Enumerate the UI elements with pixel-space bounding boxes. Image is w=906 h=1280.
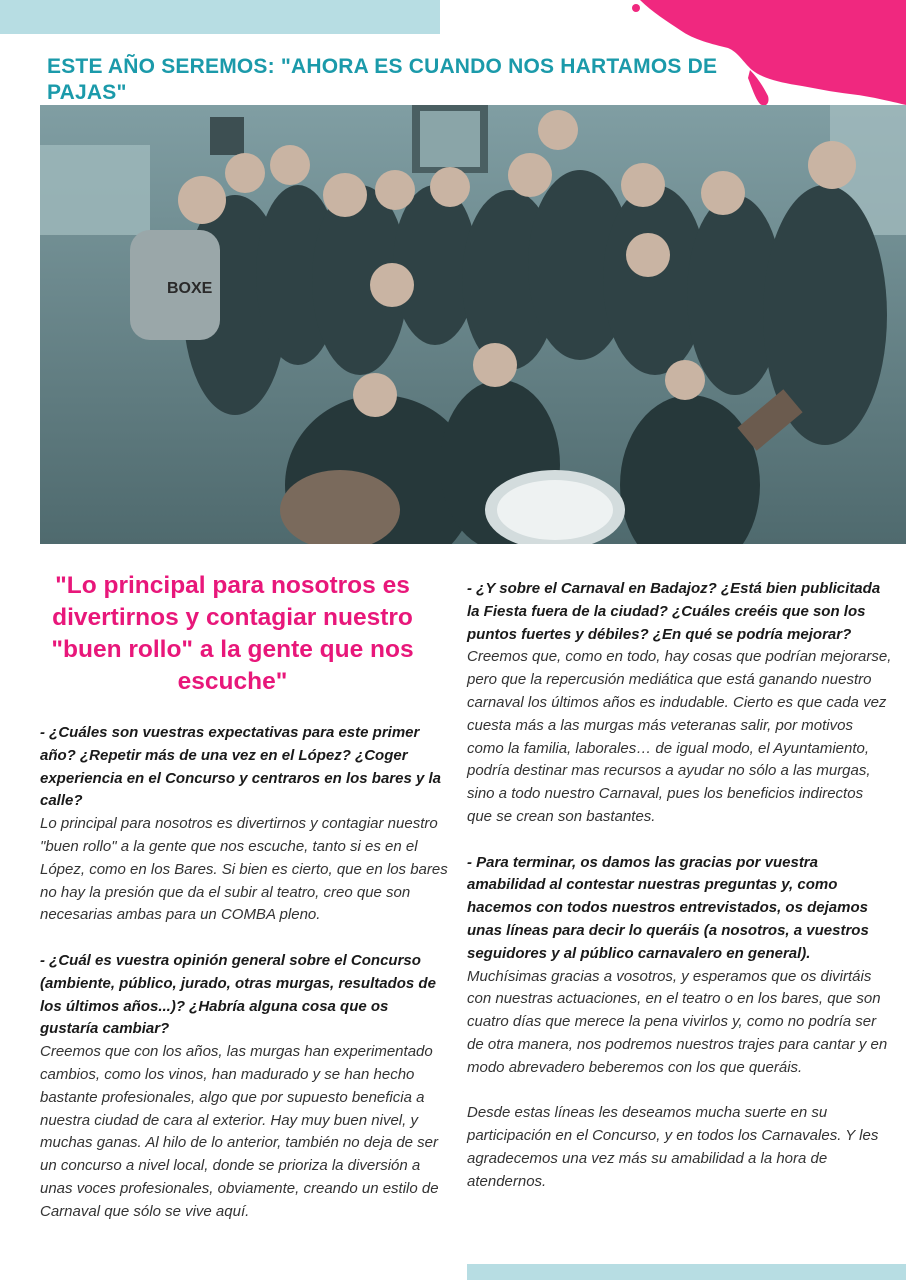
answer: Muchísimas gracias a vosotros, y esperamos que os divirtáis con nuestras actuaciones, en el teatro o en los bares, que son cuatro días que merece la pena vivirlos y, como no podría ser de otra manera, nos podremos nuestros trajes para cantar y en modo abrevadero beberemos con los que queráis. bbox=[467, 967, 888, 1076]
question: - Para terminar, os damos las gracias por vuestra amabilidad al contestar nuestras preguntas y, como hacemos con todos nuestros entrevistados, os dejamos unas líneas para decir lo queráis (a nosotros, a vuestros seguidores y al público carnavalero en general). bbox=[467, 853, 869, 962]
answer: Lo principal para nosotros es divertirnos y contagiar nuestro "buen rollo" a la gente que nos escuche, tanto si es en el López, como en los Bares. Si bien es cierto, que en los bares no hay la presión que da el subir al teatro, creo que son necesarias ambas para un COMBA pleno. bbox=[40, 815, 448, 924]
left-column bbox=[40, 722, 450, 1246]
article-title: ESTE AÑO SEREMOS: "AHORA ES CUANDO NOS HARTAMOS DE PAJAS" bbox=[47, 55, 718, 104]
top-decor-bar bbox=[0, 0, 440, 34]
closing-paragraph bbox=[467, 1102, 892, 1193]
bottom-decor-bar bbox=[467, 1264, 906, 1280]
right-column bbox=[467, 578, 892, 1216]
group-photo bbox=[40, 105, 906, 544]
qa-block bbox=[40, 950, 450, 1224]
sweater-text: BOXE bbox=[167, 280, 213, 297]
question: - ¿Cuál es vuestra opinión general sobre el Concurso (ambiente, público, jurado, otras murgas, resultados de los últimos años...)? ¿Habría alguna cosa que os gustaría cambiar? bbox=[40, 951, 436, 1038]
closing-text: Desde estas líneas les deseamos mucha suerte en su participación en el Concurso, y en todos los Carnavales. Y les agradecemos una vez más su amabilidad a la hora de atendernos. bbox=[467, 1104, 879, 1190]
answer: Creemos que, como en todo, hay cosas que podrían mejorarse, pero que la repercusión mediática que está ganando nuestro carnaval los últimos años es indudable. Cierto es que cada vez cuesta más a las murgas más veteranas salir, por motivos como la familia, laborales… de igual modo, el Ayuntamiento, podría destinar mas recursos a ayudar no sólo a las murgas, sino a todo nuestro Carnaval, pues los beneficios indirectos que se crean son bastantes. bbox=[467, 648, 892, 825]
answer: Creemos que con los años, las murgas han experimentado cambios, como los vinos, han madurado y se han hecho bastante profesionales, algo que por supuesto beneficia a nuestra ciudad de cara al exterior. Hay muy buen nivel, y muchas ganas. Al hilo de lo anterior, también no deja de ser un concurso a nivel local, donde se prioriza la diversión a unas voces profesionales, obviamente, creando un estilo de Carnaval que sólo se vive aquí. bbox=[40, 1043, 439, 1220]
question: - ¿Y sobre el Carnaval en Badajoz? ¿Está bien publicitada la Fiesta fuera de la ciudad? ¿Cuáles creéis que son los puntos fuertes y débiles? ¿En qué se podría mejorar? bbox=[467, 580, 881, 643]
qa-block bbox=[467, 578, 892, 829]
pull-quote: "Lo principal para nosotros es divertirnos y contagiar nuestro "buen rollo" a la gente que nos escuche" bbox=[51, 572, 414, 695]
qa-block bbox=[40, 722, 450, 927]
qa-block bbox=[467, 852, 892, 1080]
question: - ¿Cuáles son vuestras expectativas para este primer año? ¿Repetir más de una vez en el López? ¿Coger experiencia en el Concurso y centraros en los bares y la calle? bbox=[40, 724, 442, 810]
